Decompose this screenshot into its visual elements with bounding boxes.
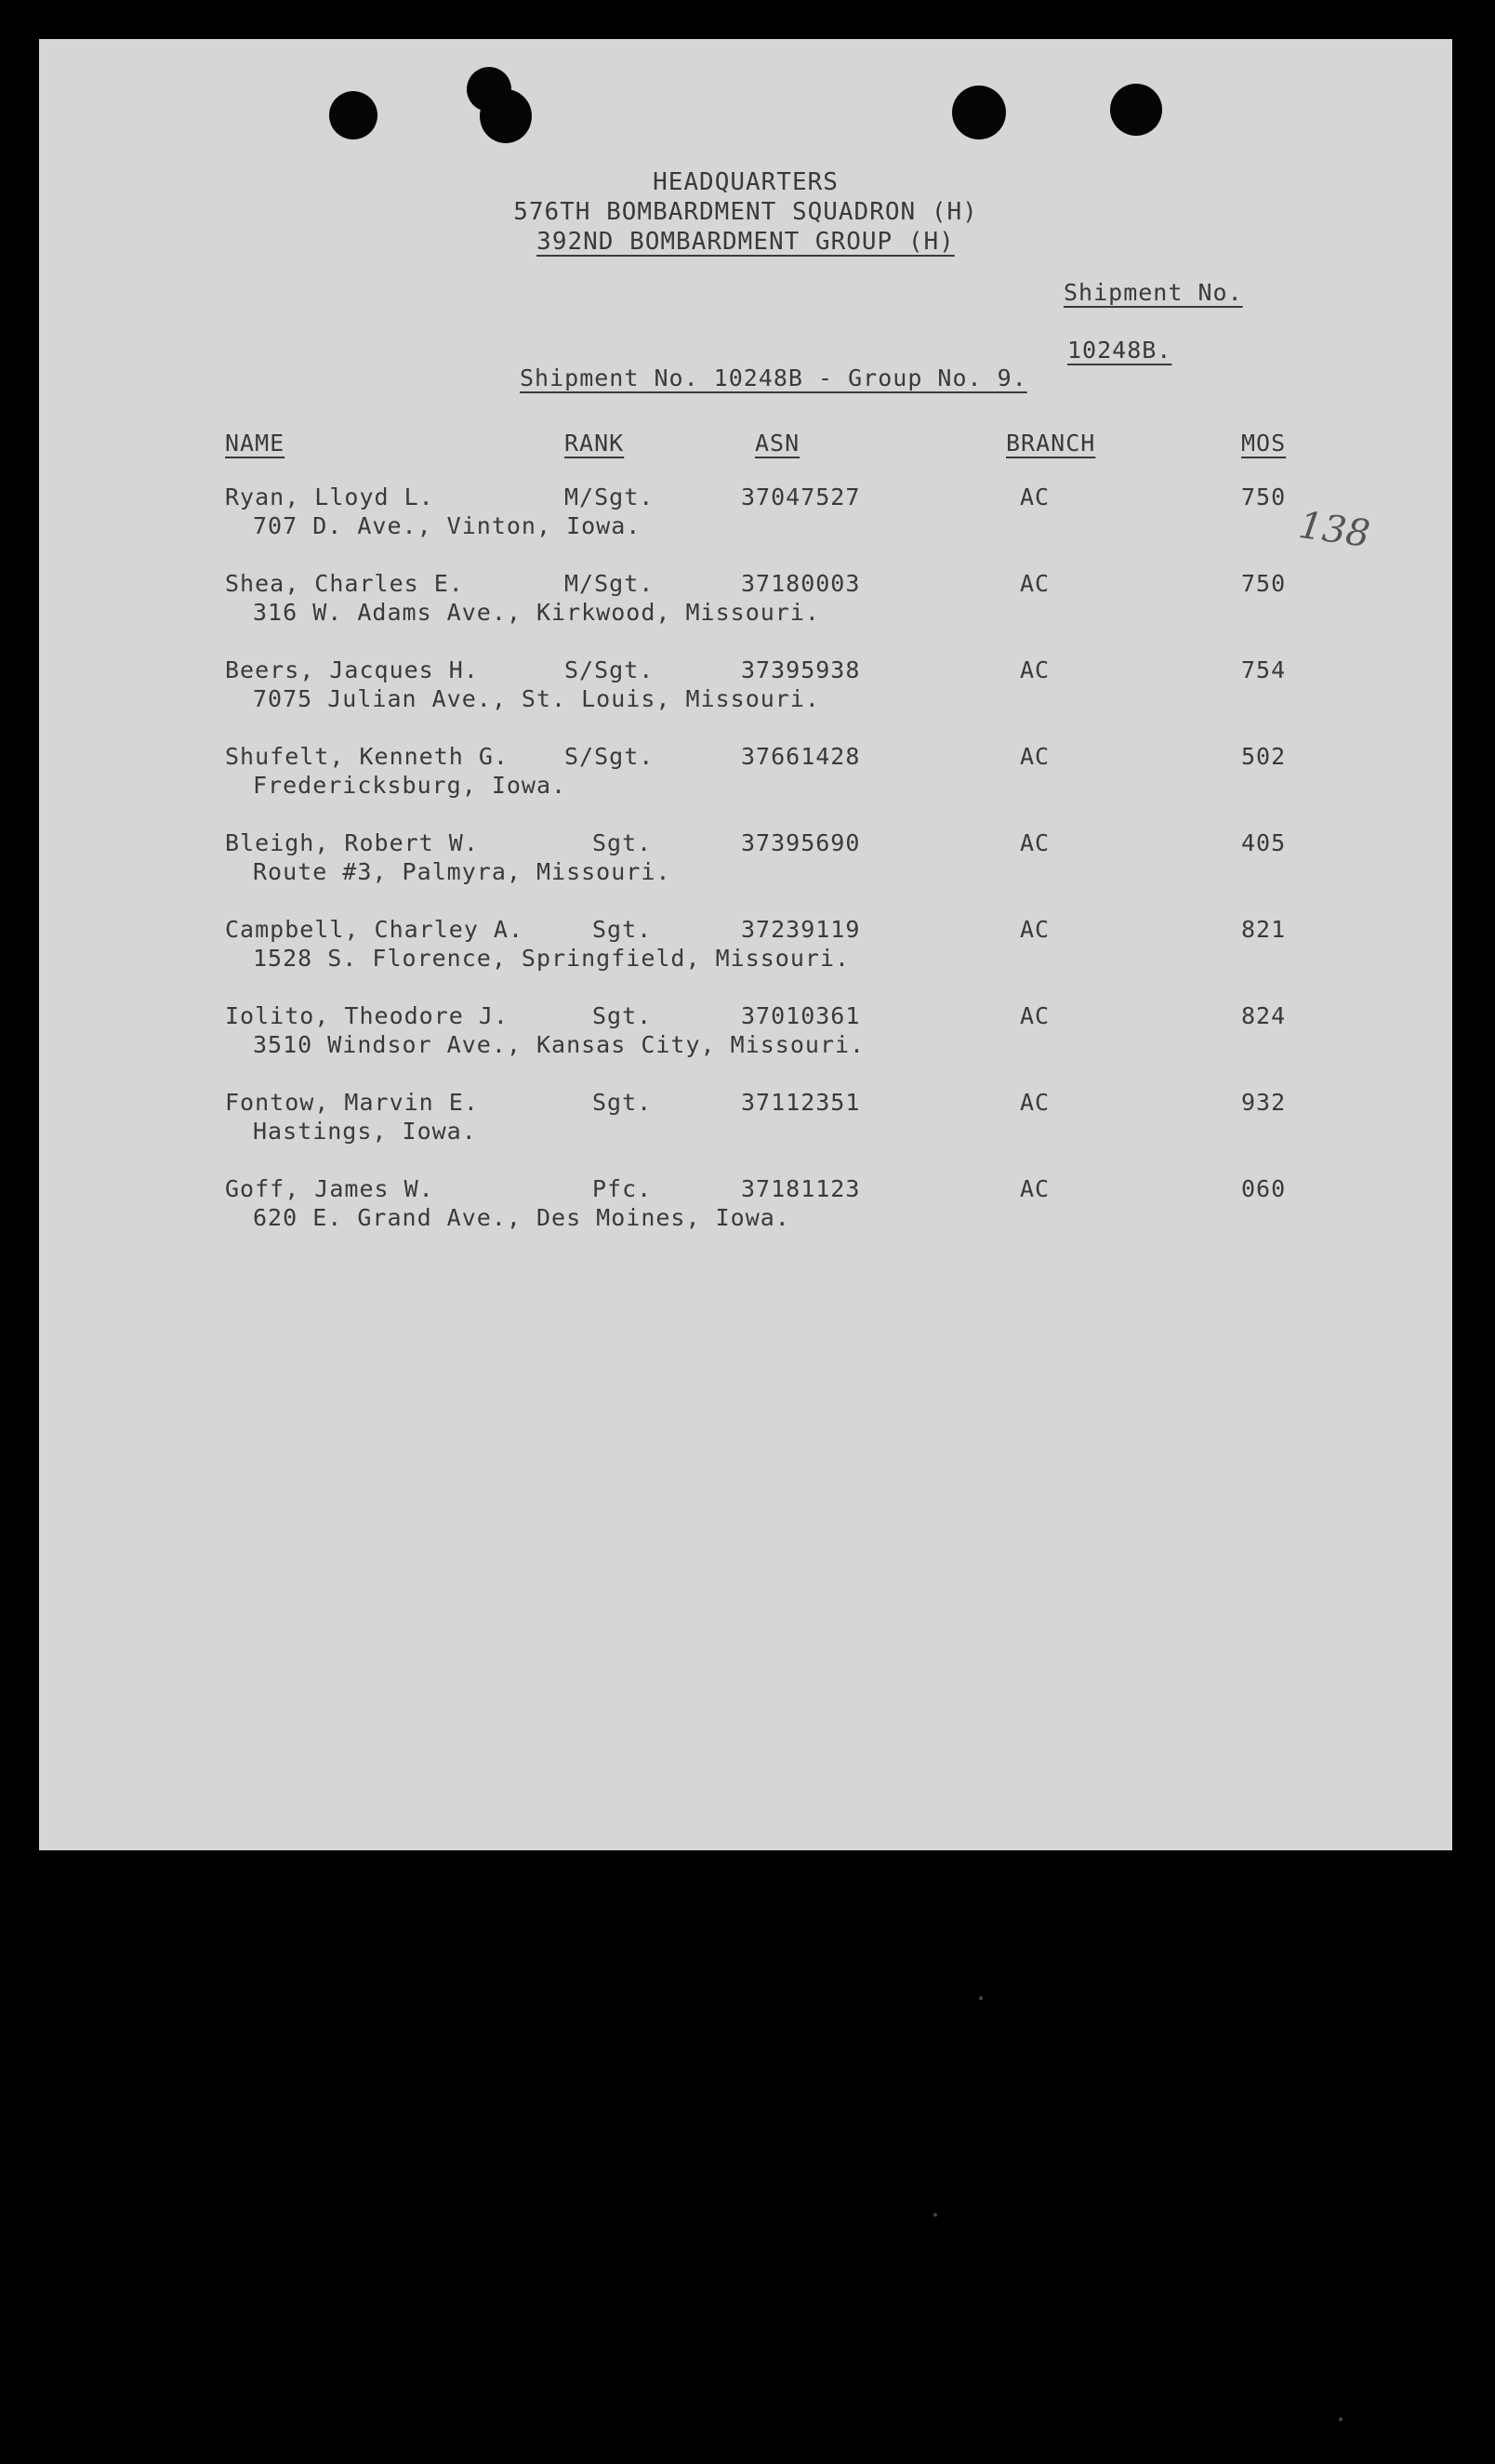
member-rank: S/Sgt. [564, 656, 655, 683]
member-asn: 37239119 [741, 916, 861, 943]
member-address: 7075 Julian Ave., St. Louis, Missouri. [253, 685, 820, 712]
header-line-2: 576TH BOMBARDMENT SQUADRON (H) [513, 198, 978, 226]
roster-row [39, 829, 1452, 904]
scan-speck [979, 1996, 983, 2000]
member-asn: 37010361 [741, 1002, 861, 1029]
roster-row [39, 656, 1452, 731]
member-branch: AC [1020, 570, 1051, 597]
member-asn: 37180003 [741, 570, 861, 597]
shipment-number: 10248B. [1067, 337, 1172, 364]
member-mos: 821 [1241, 916, 1287, 943]
member-branch: AC [1020, 829, 1051, 856]
member-asn: 37112351 [741, 1089, 861, 1116]
punch-hole [480, 89, 532, 143]
column-header-branch: BRANCH [1006, 430, 1096, 457]
column-header-mos: MOS [1241, 430, 1287, 457]
member-rank: Sgt. [592, 1089, 653, 1116]
member-asn: 37661428 [741, 743, 861, 770]
member-mos: 932 [1241, 1089, 1287, 1116]
member-mos: 405 [1241, 829, 1287, 856]
member-branch: AC [1020, 916, 1051, 943]
member-mos: 750 [1241, 570, 1287, 597]
member-address: 1528 S. Florence, Springfield, Missouri. [253, 945, 851, 972]
member-rank: M/Sgt. [564, 484, 655, 510]
punch-hole [1110, 84, 1162, 136]
punch-hole [329, 91, 377, 139]
member-asn: 37395690 [741, 829, 861, 856]
member-asn: 37181123 [741, 1175, 861, 1202]
member-rank: M/Sgt. [564, 570, 655, 597]
roster-row [39, 743, 1452, 817]
shipment-label: Shipment No. [1064, 279, 1243, 306]
roster-row [39, 1175, 1452, 1250]
member-mos: 750 [1241, 484, 1287, 510]
handwritten-page-number: 138 [1296, 503, 1373, 557]
roster-row [39, 916, 1452, 990]
member-branch: AC [1020, 484, 1051, 510]
member-branch: AC [1020, 1089, 1051, 1116]
column-header-name: NAME [225, 430, 285, 457]
member-name: Iolito, Theodore J. [225, 1002, 509, 1029]
header-line-1: HEADQUARTERS [653, 168, 839, 196]
column-header-asn: ASN [755, 430, 800, 457]
member-rank: Sgt. [592, 829, 653, 856]
member-branch: AC [1020, 1002, 1051, 1029]
member-name: Ryan, Lloyd L. [225, 484, 434, 510]
roster-row [39, 1002, 1452, 1077]
header-line-3: 392ND BOMBARDMENT GROUP (H) [536, 228, 955, 256]
member-name: Bleigh, Robert W. [225, 829, 479, 856]
member-branch: AC [1020, 1175, 1051, 1202]
member-rank: S/Sgt. [564, 743, 655, 770]
member-branch: AC [1020, 743, 1051, 770]
document-subtitle: Shipment No. 10248B - Group No. 9. [520, 364, 1027, 391]
document-page [39, 39, 1452, 1850]
member-address: Hastings, Iowa. [253, 1118, 477, 1145]
member-rank: Sgt. [592, 1002, 653, 1029]
roster-row [39, 484, 1452, 558]
member-asn: 37047527 [741, 484, 861, 510]
roster-row [39, 1089, 1452, 1163]
member-name: Campbell, Charley A. [225, 916, 524, 943]
member-address: Fredericksburg, Iowa. [253, 772, 567, 799]
member-branch: AC [1020, 656, 1051, 683]
member-rank: Pfc. [592, 1175, 653, 1202]
scan-speck [1339, 2418, 1343, 2421]
member-name: Fontow, Marvin E. [225, 1089, 479, 1116]
member-mos: 754 [1241, 656, 1287, 683]
member-address: 3510 Windsor Ave., Kansas City, Missouri. [253, 1031, 866, 1058]
column-header-rank: RANK [564, 430, 625, 457]
member-name: Shea, Charles E. [225, 570, 464, 597]
roster-row [39, 570, 1452, 644]
member-address: 707 D. Ave., Vinton, Iowa. [253, 512, 642, 539]
member-address: 316 W. Adams Ave., Kirkwood, Missouri. [253, 599, 820, 626]
member-address: Route #3, Palmyra, Missouri. [253, 858, 671, 885]
punch-hole [952, 86, 1006, 139]
scan-speck [933, 2213, 937, 2217]
member-name: Goff, James W. [225, 1175, 434, 1202]
member-mos: 502 [1241, 743, 1287, 770]
member-name: Beers, Jacques H. [225, 656, 479, 683]
member-name: Shufelt, Kenneth G. [225, 743, 509, 770]
member-mos: 060 [1241, 1175, 1287, 1202]
member-mos: 824 [1241, 1002, 1287, 1029]
member-rank: Sgt. [592, 916, 653, 943]
member-address: 620 E. Grand Ave., Des Moines, Iowa. [253, 1204, 790, 1231]
member-asn: 37395938 [741, 656, 861, 683]
